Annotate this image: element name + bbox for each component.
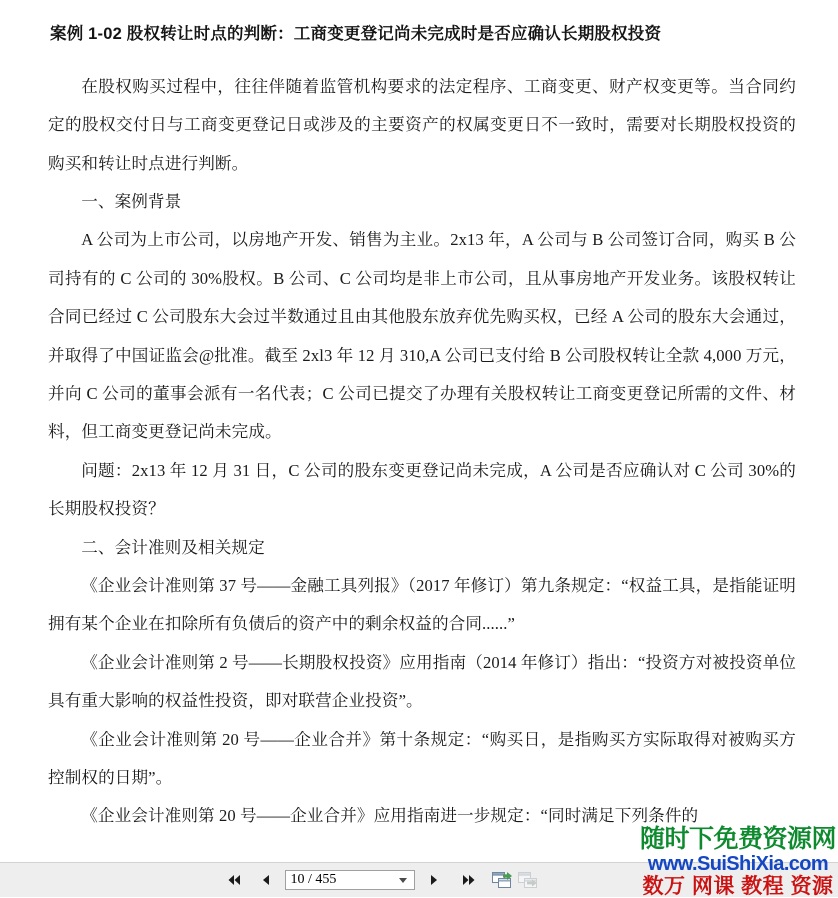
arrow-left-icon — [258, 872, 274, 888]
paragraph-standard-20-article-10: 《企业会计准则第 20 号——企业合并》第十条规定：“购买日，是指购买方实际取得对被购买方控制权的日期”。 — [48, 729, 796, 788]
paragraph-question: 问题：2x13 年 12 月 31 日，C 公司的股东变更登记尚未完成，A 公司是否应确认对 C 公司 30%的长期股权投资？ — [48, 460, 796, 519]
section-heading-case-background: 一、案例背景 — [81, 191, 182, 211]
paragraph-standard-2: 《企业会计准则第 2 号——长期股权投资》应用指南（2014 年修订）指出：“投资方对被投资单位具有重大影响的权益性投资，即对联营企业投资”。 — [48, 652, 796, 711]
next-page-button[interactable] — [421, 867, 447, 893]
paragraph-case-background: A 公司为上市公司，以房地产开发、销售为主业。2x13 年，A 公司与 B 公司签订合同，购买 B 公司持有的 C 公司的 30%股权。B 公司、C 公司均是非上市公司，且从事房地产开发业务。该股权转让合同已经过 C 公司股东大会过半数通过且由其他股东放弃优先购买权，已经 A 公司的股东大会通过，并取得了中国证监会@批准。截至 2xl3 年 12 月 310,A 公司已支付给 B 公司股权转让全款 4,000 万元，并向 C 公司的董事会派有一名代表；C 公司已提交了办理有关股权转让工商变更登记所需的文件、材料，但工商变更登记尚未完成。 — [48, 230, 796, 442]
watermark-url: www.SuiShiXia.com — [647, 853, 829, 875]
section-heading-accounting-standards: 二、会计准则及相关规定 — [81, 537, 265, 557]
paragraph-standard-20-guidance: 《企业会计准则第 20 号——企业合并》应用指南进一步规定：“同时满足下列条件的 — [81, 806, 699, 826]
last-page-button[interactable] — [456, 867, 482, 893]
page-number-select[interactable] — [285, 870, 415, 890]
watermark-tagline: 数万 网课 教程 资源 — [642, 875, 834, 898]
paragraph-standard-37: 《企业会计准则第 37 号——金融工具列报》（2017 年修订）第九条规定：“权益工具，是指能证明拥有某个企业在扣除所有负债后的资产中的剩余权益的合同......” — [48, 576, 796, 634]
previous-view-button[interactable] — [489, 867, 515, 893]
first-page-button[interactable] — [222, 867, 248, 893]
spacer — [0, 47, 838, 68]
double-arrow-right-icon — [459, 872, 479, 888]
next-view-button[interactable] — [515, 867, 541, 893]
arrow-right-icon — [426, 872, 442, 888]
page-indicator-label: 10 / 455 — [290, 872, 337, 887]
pdf-navigation-toolbar — [0, 862, 838, 897]
watermark-site-name: 随时下免费资源网 — [640, 825, 837, 853]
previous-view-icon — [491, 870, 513, 890]
chevron-down-icon — [399, 878, 407, 883]
next-view-icon — [517, 870, 539, 890]
previous-page-button[interactable] — [253, 867, 279, 893]
double-arrow-left-icon — [225, 872, 245, 888]
paragraph-intro: 在股权购买过程中，往往伴随着监管机构要求的法定程序、工商变更、财产权变更等。当合同约定的股权交付日与工商变更登记日或涉及的主要资产的权属变更日不一致时，需要对长期股权投资的购买和转让时点进行判断。 — [48, 76, 796, 173]
document-title: 案例 1-02 股权转让时点的判断：工商变更登记尚未完成时是否应确认长期股权投资 — [50, 25, 662, 43]
